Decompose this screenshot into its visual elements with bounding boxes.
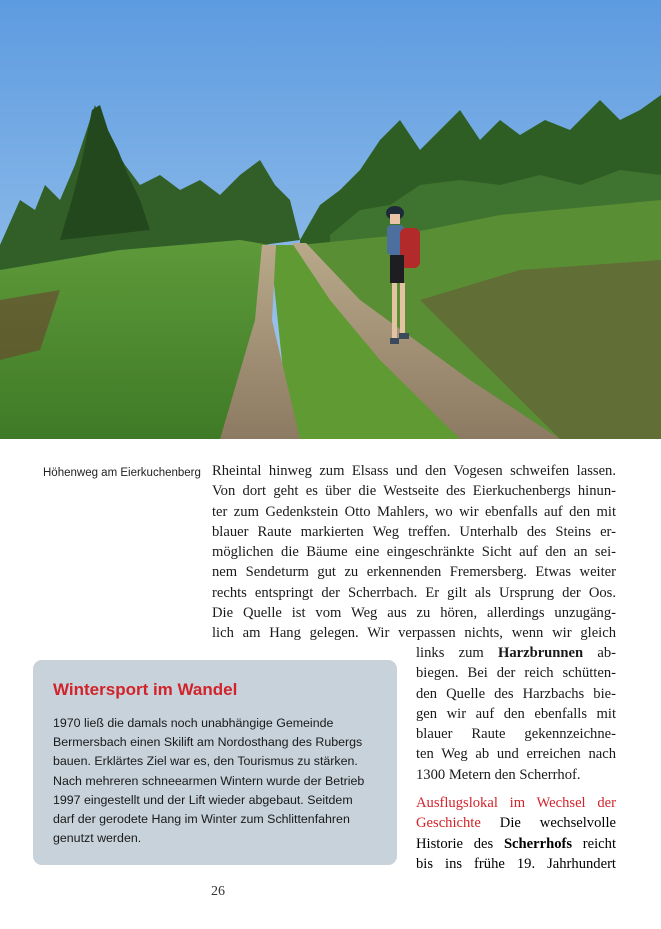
photo-caption: Höhenweg am Eierkuchenberg — [43, 467, 201, 479]
text-line: möglichen die Bäume eine eingeschränkte Sicht auf den an sei- — [212, 544, 616, 561]
text-line: 1970 ließ die damals noch unabhängige Gemeinde — [53, 716, 334, 730]
text-line — [416, 813, 616, 833]
place-name-harzbrunnen: Harzbrunnen — [497, 645, 584, 661]
text-line: 1997 eingestellt und der Lift wieder abgebaut. Seitdem — [53, 792, 353, 807]
text-line: bis ins frühe 19. Jahrhundert — [416, 855, 616, 872]
text-line: rechts entspringt der Scherrbach. Er gilt als Ursprung der Oos. — [212, 584, 616, 601]
text-fragment: links zum — [416, 645, 498, 661]
text-line: darf der gerodete Hang im Winter zum Schlittenfahren — [53, 812, 350, 827]
text-line: blauer Raute gekennzeichne- — [416, 726, 616, 743]
text-line: Rheintal hinweg zum Elsass und den Vogesen schweifen lassen. — [212, 463, 616, 479]
place-name-scherrhof: Scherrhofs — [503, 835, 573, 852]
info-box — [33, 660, 397, 865]
text-line: lich am Hang gelegen. Wir verpassen nichts, wenn wir gleich — [212, 625, 616, 642]
column-paragraph — [416, 643, 616, 785]
text-fragment: Historie des — [416, 835, 504, 852]
text-line: Von dort geht es über die Westseite des Eierkuchenbergs hinun- — [212, 483, 616, 500]
text-line: Nach mehreren schneearmen Wintern wurde der Betrieb — [53, 773, 365, 788]
text-line: Bermersbach einen Skilift am Nordosthang des Rubergs — [53, 735, 363, 750]
text-line: blauer Raute markierten Weg treffen. Unterhalb des Steins er- — [212, 523, 616, 540]
text-fragment: Die wechselvolle — [480, 815, 616, 832]
section-subhead — [416, 793, 616, 874]
subhead-title-line: Geschichte — [416, 815, 481, 832]
text-line: biegen. Bei der reich schütten- — [416, 665, 616, 682]
text-line: bauen. Erklärtes Ziel war es, den Tourismus zu stärken. — [53, 754, 358, 769]
text-line: gen wir auf den ebenfalls mit — [416, 705, 616, 722]
page-number: 26 — [211, 884, 225, 899]
text-line — [416, 643, 616, 663]
text-fragment: reicht — [572, 835, 616, 852]
text-line: 1300 Metern den Scherrhof. — [416, 766, 581, 783]
text-fragment: ab- — [583, 645, 616, 661]
text-line: den Quelle des Harzbachs bie- — [416, 685, 616, 702]
text-line: nem Sendeturm gut zu erkennenden Fremersberg. Etwas weiter — [212, 564, 616, 581]
info-box-body — [53, 714, 383, 848]
text-line — [416, 834, 616, 854]
main-paragraph — [212, 461, 616, 644]
info-box-title: Wintersport im Wandel — [53, 680, 238, 699]
text-line: ten Weg ab und erreichen nach — [416, 746, 616, 763]
subhead-title-line: Ausflugslokal im Wechsel der — [416, 795, 616, 811]
hiking-trail-photo — [0, 0, 661, 439]
text-line: genutzt werden. — [53, 831, 142, 846]
text-line: ter zum Gedenkstein Otto Mahlers, wo wir ebenfalls auf den mit — [212, 503, 616, 520]
text-line: Die Quelle ist vom Weg aus zu hören, allerdings unzugäng- — [212, 605, 616, 622]
